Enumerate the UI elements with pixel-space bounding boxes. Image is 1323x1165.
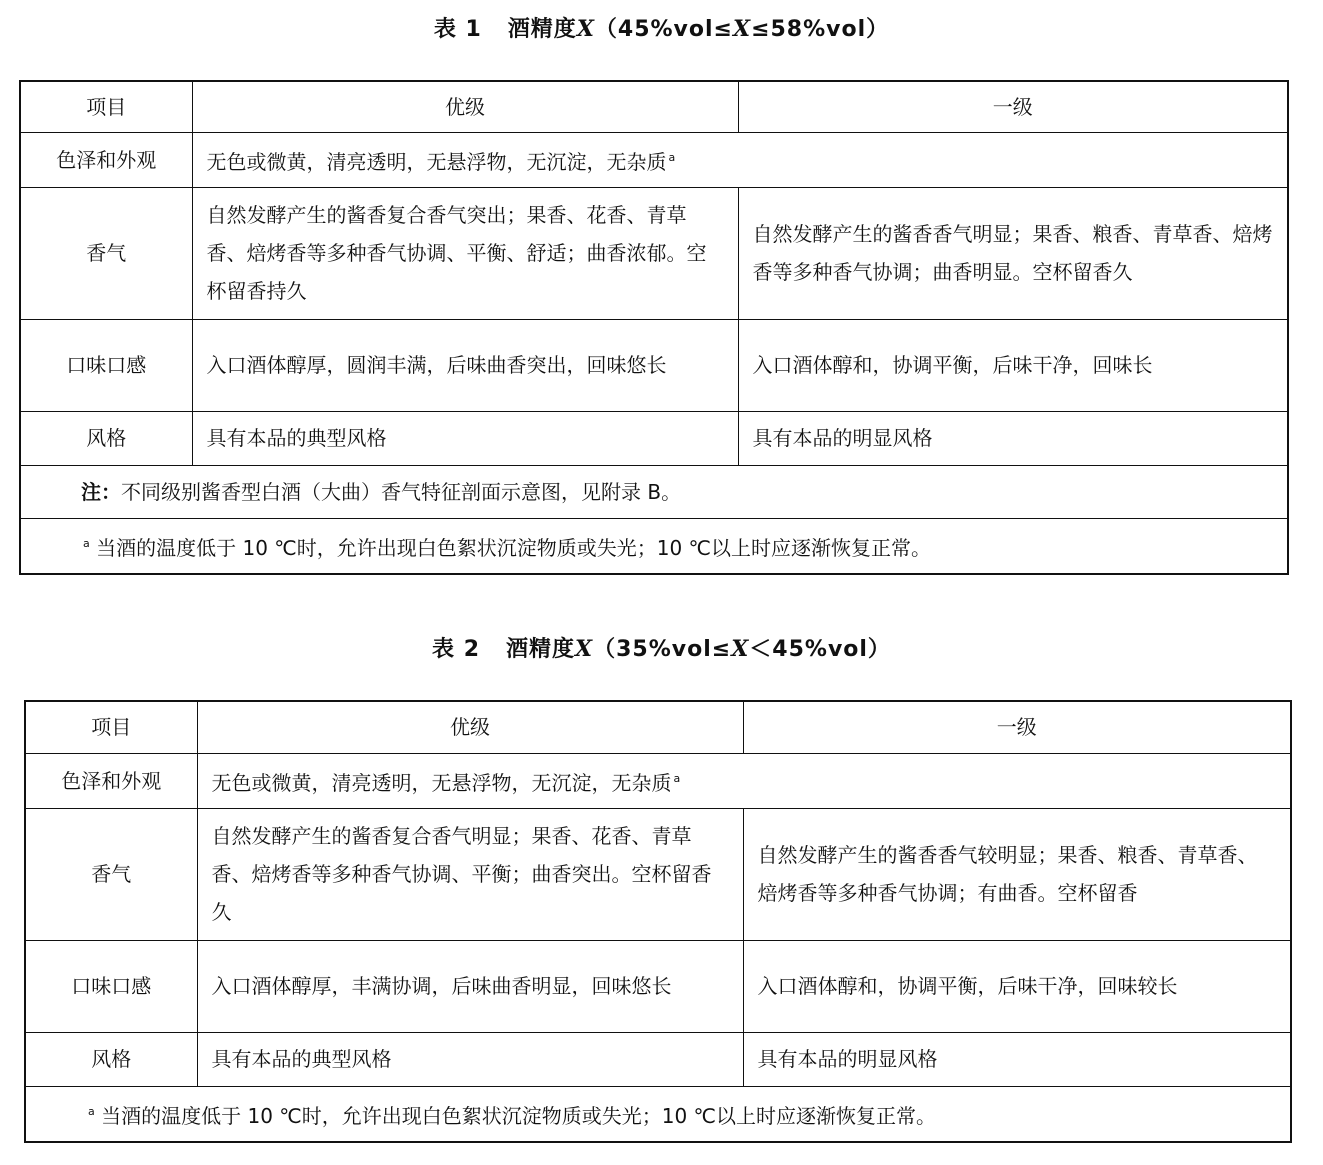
table2 xyxy=(24,700,1292,1143)
row-label: 口味口感 xyxy=(20,319,192,411)
footnote-ref: a xyxy=(673,771,681,785)
footnote-cell xyxy=(25,1086,1291,1142)
table2-caption-range-b: ＜45%vol） xyxy=(749,637,891,662)
table2-caption-var2: X xyxy=(731,636,750,662)
note-text: 不同级别酱香型白酒（大曲）香气特征剖面示意图，见附录 B。 xyxy=(121,479,682,504)
table1-caption-var2: X xyxy=(732,16,752,42)
cell-superior: 入口酒体醇厚，丰满协调，后味曲香明显，回味悠长 xyxy=(197,940,743,1032)
note-row xyxy=(20,465,1288,518)
row-label: 香气 xyxy=(25,808,197,940)
note-cell xyxy=(20,465,1288,518)
table1-caption xyxy=(0,12,1323,43)
table-row xyxy=(20,319,1288,411)
cell-superior: 自然发酵产生的酱香复合香气明显；果香、花香、青草香、焙烤香等多种香气协调、平衡；曲香突出。空杯留香久 xyxy=(197,808,743,940)
row-value xyxy=(192,132,1288,187)
row-label: 色泽和外观 xyxy=(25,753,197,808)
footnote-row xyxy=(25,1086,1291,1142)
header-item: 项目 xyxy=(20,81,192,132)
footnote-text: 当酒的温度低于 10 ℃时，允许出现白色絮状沉淀物质或失光；10 ℃以上时应逐渐恢复正常。 xyxy=(96,535,932,560)
table1-caption-title: 酒精度 xyxy=(507,17,577,42)
footnote-text: 当酒的温度低于 10 ℃时，允许出现白色絮状沉淀物质或失光；10 ℃以上时应逐渐恢复正常。 xyxy=(101,1103,937,1128)
table2-caption-range-a: （35%vol≤ xyxy=(593,637,732,662)
cell-first: 具有本品的明显风格 xyxy=(738,411,1288,465)
table2-caption xyxy=(0,632,1323,663)
table2-caption-label: 表 2 xyxy=(432,637,481,662)
row-label: 风格 xyxy=(25,1032,197,1086)
header-superior: 优级 xyxy=(192,81,738,132)
cell-superior: 自然发酵产生的酱香复合香气突出；果香、花香、青草香、焙烤香等多种香气协调、平衡、舒适；曲香浓郁。空杯留香持久 xyxy=(192,187,738,319)
row-label: 香气 xyxy=(20,187,192,319)
cell-first: 具有本品的明显风格 xyxy=(743,1032,1291,1086)
table1-caption-label: 表 1 xyxy=(433,17,482,42)
header-first: 一级 xyxy=(738,81,1288,132)
table1-caption-range-b: ≤58%vol） xyxy=(751,17,890,42)
note-label: 注： xyxy=(81,479,121,504)
header-superior: 优级 xyxy=(197,701,743,753)
table-row xyxy=(20,411,1288,465)
header-item: 项目 xyxy=(25,701,197,753)
cell-first: 自然发酵产生的酱香香气明显；果香、粮香、青草香、焙烤香等多种香气协调；曲香明显。空杯留香久 xyxy=(738,187,1288,319)
table-row xyxy=(25,940,1291,1032)
table1-caption-range-a: （45%vol≤ xyxy=(594,17,733,42)
cell-first: 入口酒体醇和，协调平衡，后味干净，回味长 xyxy=(738,319,1288,411)
row-label: 风格 xyxy=(20,411,192,465)
table1 xyxy=(19,80,1289,575)
footnote-mark: a xyxy=(88,1104,95,1118)
footnote-mark: a xyxy=(83,536,90,550)
cell-first: 入口酒体醇和，协调平衡，后味干净，回味较长 xyxy=(743,940,1291,1032)
header-first: 一级 xyxy=(743,701,1291,753)
cell-superior: 具有本品的典型风格 xyxy=(197,1032,743,1086)
footnote-ref: a xyxy=(668,150,676,164)
table1-caption-var: X xyxy=(576,16,595,42)
table2-caption-var: X xyxy=(575,636,594,662)
cell-superior: 具有本品的典型风格 xyxy=(192,411,738,465)
table-header-row xyxy=(20,81,1288,132)
table-row xyxy=(20,132,1288,187)
color-value-text: 无色或微黄，清亮透明，无悬浮物，无沉淀，无杂质 xyxy=(211,770,672,795)
table-header-row xyxy=(25,701,1291,753)
row-value xyxy=(197,753,1291,808)
cell-first: 自然发酵产生的酱香香气较明显；果香、粮香、青草香、焙烤香等多种香气协调；有曲香。空杯留香 xyxy=(743,808,1291,940)
color-value-text: 无色或微黄，清亮透明，无悬浮物，无沉淀，无杂质 xyxy=(206,149,667,174)
row-label: 口味口感 xyxy=(25,940,197,1032)
table2-caption-title: 酒精度 xyxy=(506,637,576,662)
footnote-cell xyxy=(20,518,1288,574)
table-row xyxy=(25,753,1291,808)
footnote-row xyxy=(20,518,1288,574)
row-label: 色泽和外观 xyxy=(20,132,192,187)
table-row xyxy=(20,187,1288,319)
table-row xyxy=(25,1032,1291,1086)
cell-superior: 入口酒体醇厚，圆润丰满，后味曲香突出，回味悠长 xyxy=(192,319,738,411)
table-row xyxy=(25,808,1291,940)
